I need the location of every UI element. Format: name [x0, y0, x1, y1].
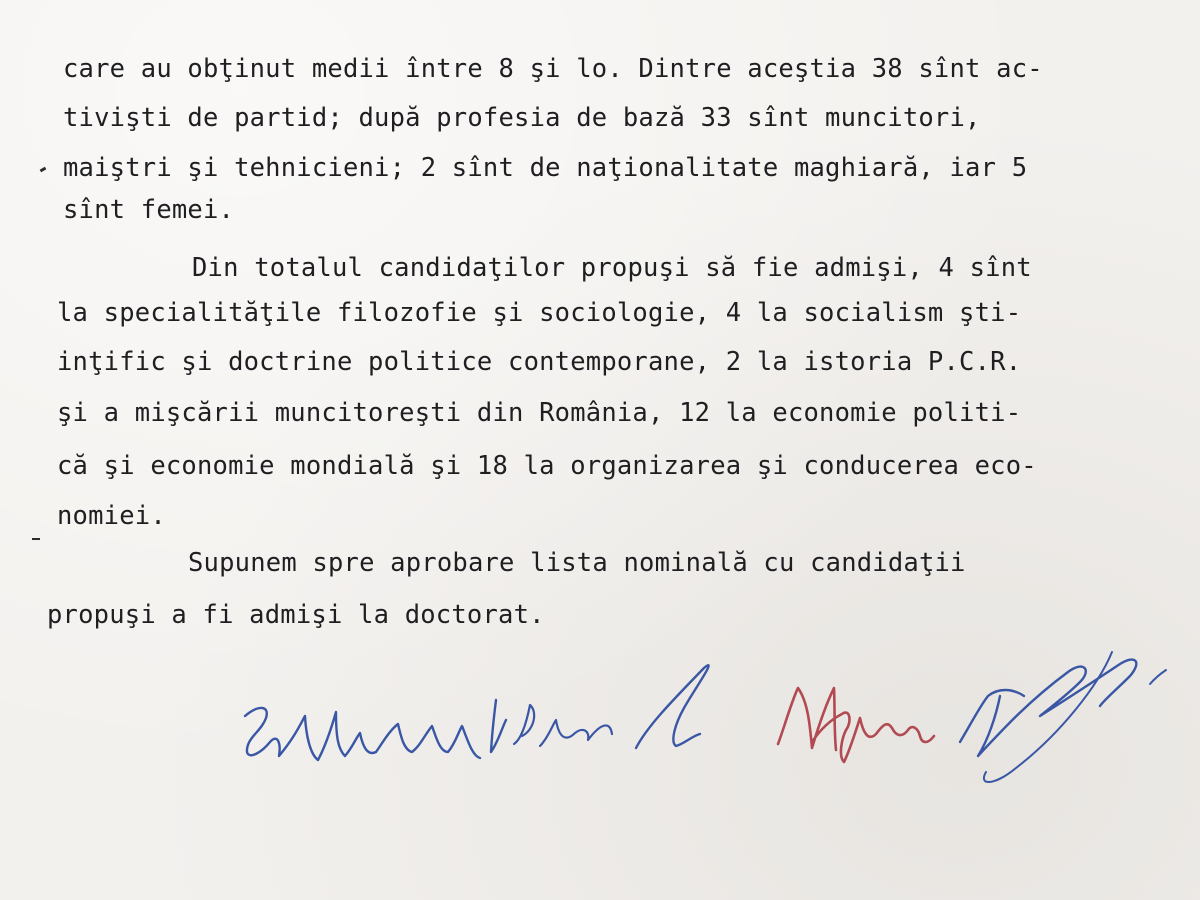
text-line-8: şi a mişcării muncitoreşti din România, 12 la economie politi-: [57, 398, 1022, 428]
signature-blue-1: [245, 665, 709, 760]
text-line-2: tivişti de partid; după profesia de bază 33 sînt muncitori,: [63, 103, 981, 133]
text-line-1: care au obţinut medii între 8 şi lo. Dintre aceştia 38 sînt ac-: [63, 54, 1043, 84]
signature-red: [778, 688, 934, 762]
text-line-10: nomiei.: [57, 501, 166, 531]
margin-mark: [40, 167, 47, 173]
text-line-4: sînt femei.: [63, 195, 235, 225]
margin-mark: [32, 538, 40, 540]
signature-blue-2: [960, 652, 1166, 782]
text-line-12: propuşi a fi admişi la doctorat.: [47, 600, 545, 630]
text-line-6: la specialităţile filozofie şi sociologie, 4 la socialism şti-: [57, 298, 1022, 328]
text-line-11: Supunem spre aprobare lista nominală cu candidaţii: [188, 548, 966, 578]
text-line-5: Din totalul candidaţilor propuşi să fie admişi, 4 sînt: [192, 253, 1032, 283]
text-line-9: că şi economie mondială şi 18 la organizarea şi conducerea eco-: [57, 451, 1037, 481]
text-line-3: maiştri şi tehnicieni; 2 sînt de naţionalitate maghiară, iar 5: [63, 153, 1028, 183]
text-line-7: inţific şi doctrine politice contemporane, 2 la istoria P.C.R.: [57, 347, 1022, 377]
